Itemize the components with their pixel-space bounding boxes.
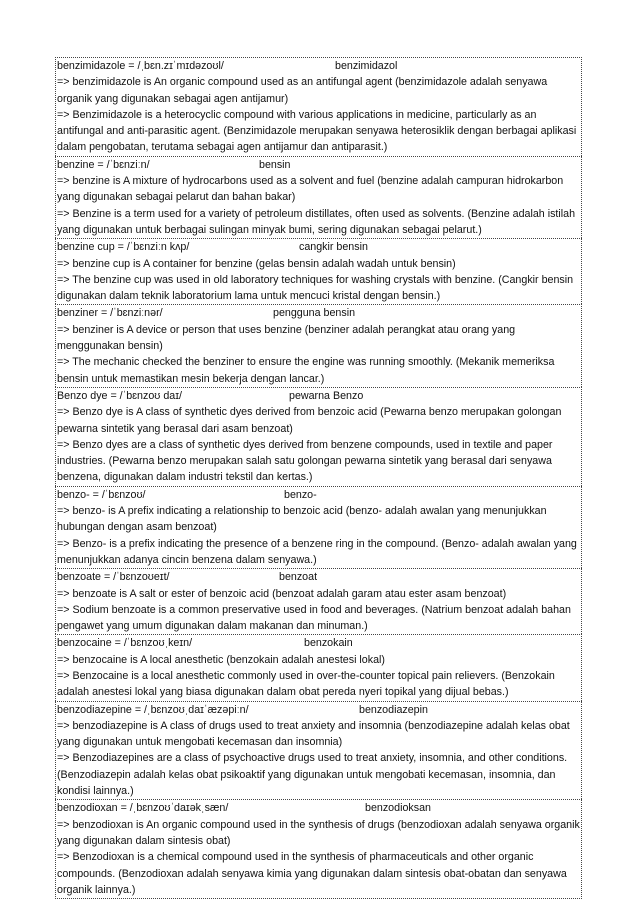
entry-example: => Benzocaine is a local anesthetic commonly used in over-the-counter topical pain relievers. (Benzokain adalah anestesi lokal yang biasa digunakan dalam obat pereda nyeri topikal yang dijual bebas.) [57,669,555,699]
entry-benzo-dye [55,387,582,486]
entry-definition: => Benzo dye is A class of synthetic dyes derived from benzoic acid (Pewarna benzo merupakan golongan pewarna sintetik yang berasal dari asam benzoat) [57,406,562,435]
entry-definition: => benzodiazepine is A class of drugs used to treat anxiety and insomnia (benzodiazepine adalah kelas obat yang digunakan untuk mengobati kecemasan dan insomnia) [57,719,570,749]
entry-benziner [55,304,582,386]
entry-translation: benzimidazol [335,60,398,72]
entry-translation: cangkir bensin [299,241,368,254]
entry-example: => Benzodiazepines are a class of psychoactive drugs used to treat anxiety, insomnia, and other conditions. (Benzodiazepin adalah kelas obat psikoaktif yang digunakan untuk mengobati kecemasan, insomnia, dan kondisi lainnya.) [57,752,568,798]
entry-term: benzoate = /ˈbɛnzoʊeɪt/ [57,571,170,584]
entry-translation: benzodiazepin [359,703,428,716]
entry-definition: => benziner is A device or person that uses benzine (benziner adalah perangkat atau orang yang menggunakan bensin) [57,323,516,353]
entry-example: => Benzo dyes are a class of synthetic dyes derived from benzene compounds, used in textile and paper industries. (Pewarna benzo merupakan salah satu golongan pewarna sintetik yang berasal dari senyawa benzena, digunakan dalam industri tekstil dan kertas.) [57,438,553,484]
entry-benzodioxan [55,799,582,899]
entry-term: benzodiazepine = /ˌbɛnzoʊˌdaɪˈæzəpiːn/ [57,703,249,716]
entry-translation: pewarna Benzo [289,389,364,402]
entry-benzine-cup [55,238,582,304]
entry-definition: => benzodioxan is An organic compound used in the synthesis of drugs (benzodioxan adalah senyawa organik yang digunakan dalam sintesis obat) [57,818,580,847]
entry-benzimidazole [55,57,582,156]
entry-translation: benzokain [304,637,353,650]
entry-definition: => benzine is A mixture of hydrocarbons used as a solvent and fuel (benzine adalah campuran hidrokarbon yang digunakan sebagai pelarut dan bahan bakar) [57,175,564,204]
entry-term: benzodioxan = /ˌbɛnzoʊˈdaɪəkˌsæn/ [57,802,229,815]
entry-example: => Benzo- is a prefix indicating the presence of a benzene ring in the compound. (Benzo- adalah awalan yang menunjukkan adanya cincin benzena dalam senyawa.) [57,537,577,566]
entry-example: => The benzine cup was used in old laboratory techniques for washing crystals with benzine. (Cangkir bensin digunakan dalam teknik laboratorium lama untuk mencuci kristal dengan bensin.) [57,273,574,303]
entry-benzodiazepine [55,701,582,800]
entry-benzoate [55,568,582,634]
entry-benzo-prefix [55,486,582,568]
entry-definition: => benzoate is A salt or ester of benzoic acid (benzoat adalah garam atau ester asam benzoat) [57,587,507,600]
entry-example: => The mechanic checked the benziner to ensure the engine was running smoothly. (Mekanik memeriksa bensin untuk memastikan mesin bekerja dengan lancar.) [57,356,555,385]
entry-example: => Benzodioxan is a chemical compound used in the synthesis of pharmaceuticals and other organic compounds. (Benzodioxan adalah senyawa kimia yang digunakan dalam sintesis obat-obatan dan senyawa organik lainnya.) [57,851,567,896]
entry-translation: benzoat [279,571,318,584]
entry-benzine [55,156,582,238]
entry-term: benzine = /ˈbɛnziːn/ [57,158,150,171]
entry-term: benziner = /ˈbɛnziːnər/ [57,307,163,320]
entry-term: benzimidazole = /ˌbɛn.zɪˈmɪdəzoʊl/ [57,60,224,72]
entry-definition: => benzine cup is A container for benzine (gelas bensin adalah wadah untuk bensin) [57,257,456,270]
entry-example: => Benzine is a term used for a variety of petroleum distillates, often used as solvents. (Benzine adalah istilah yang digunakan untuk berbagai sulingan minyak bumi, sering digunakan sebagai pelarut.) [57,207,576,236]
entry-term: benzine cup = /ˈbɛnziːn kʌp/ [57,241,190,254]
entry-term: benzocaine = /ˈbɛnzoʊˌkeɪn/ [57,637,193,650]
entry-term: benzo- = /ˈbɛnzoʊ/ [57,488,146,501]
dictionary-page [55,57,582,899]
entry-benzocaine [55,634,582,700]
entry-term: Benzo dye = /ˈbɛnzoʊ daɪ/ [57,389,182,402]
entry-translation: bensin [259,158,291,171]
entry-definition: => benzocaine is A local anesthetic (benzokain adalah anestesi lokal) [57,653,385,666]
entry-example: => Sodium benzoate is a common preservative used in food and beverages. (Natrium benzoat adalah bahan pengawet yang umum digunakan dalam makanan dan minuman.) [57,603,571,633]
entry-translation: benzodioksan [365,802,431,815]
entry-definition: => benzo- is A prefix indicating a relationship to benzoic acid (benzo- adalah awalan yang menunjukkan hubungan dengan asam benzoat) [57,505,547,534]
entry-translation: benzo- [284,488,317,501]
entry-definition: => benzimidazole is An organic compound used as an antifungal agent (benzimidazole adalah senyawa organik yang digunakan sebagai agen antijamur) [57,76,548,105]
entry-example: => Benzimidazole is a heterocyclic compound with various applications in medicine, particularly as an antifungal and anti-parasitic agent. (Benzimidazole merupakan senyawa heterosiklik dengan berbagai aplikasi dalam pengobatan, terutama sebagai agen antijamur dan antiparasit.) [57,108,577,154]
entry-translation: pengguna bensin [273,307,356,320]
